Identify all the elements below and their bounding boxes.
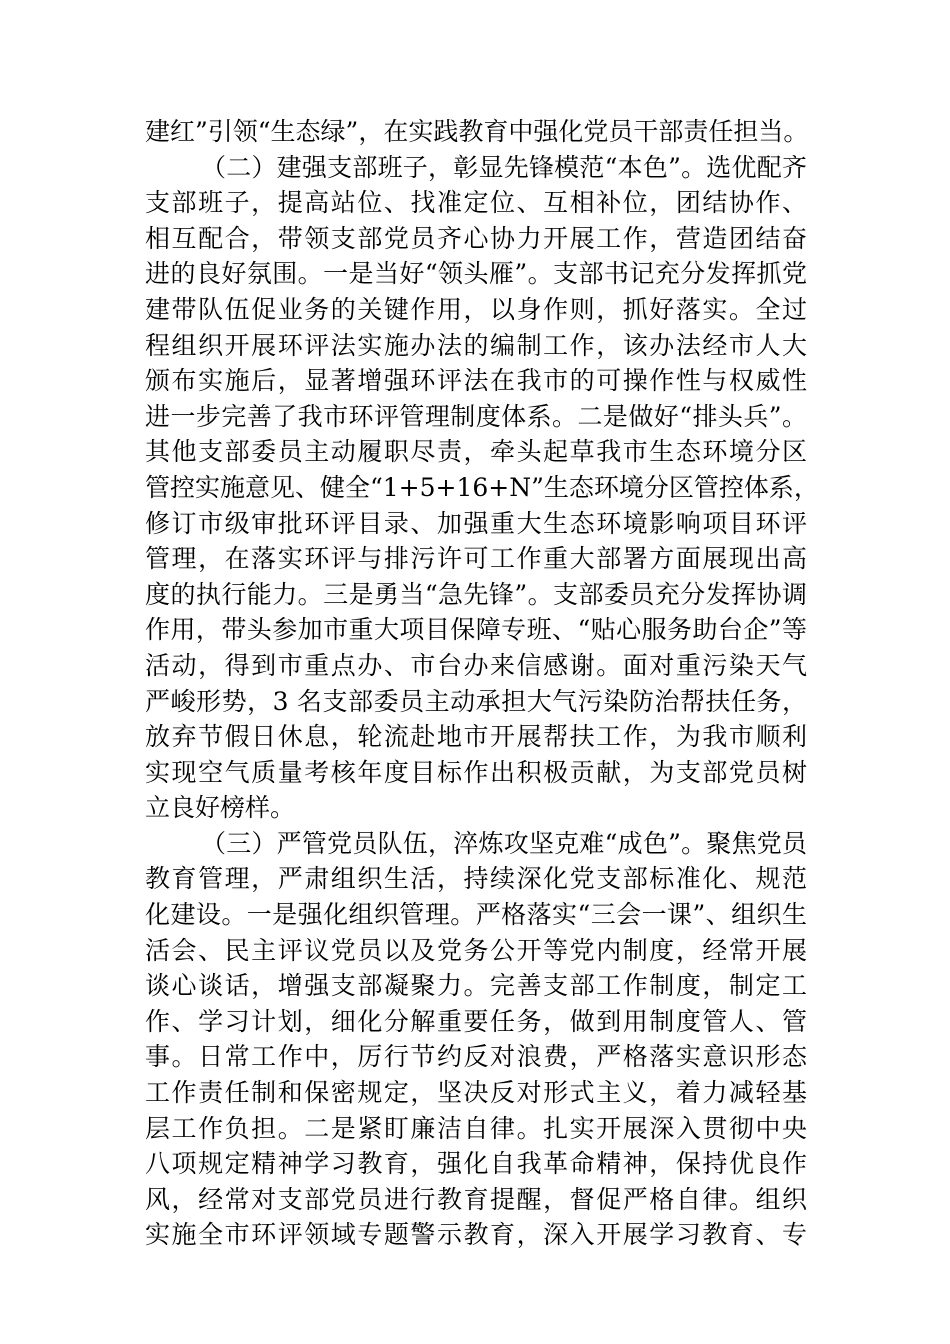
text-line: 管控实施意见、健全“1+5+16+N”生态环境分区管控体系， [145, 472, 819, 502]
body-text [145, 114, 819, 1253]
text-line: 度的执行能力。三是勇当“急先锋”。支部委员充分发挥协调 [145, 579, 807, 609]
text-line: 活动，得到市重点办、市台办来信感谢。面对重污染天气 [145, 650, 807, 680]
text-line: 层工作负担。二是紧盯廉洁自律。扎实开展深入贯彻中央 [145, 1113, 807, 1143]
text-line: 实施全市环评领域专题警示教育，深入开展学习教育、专 [145, 1220, 807, 1250]
text-line: 相互配合，带领支部党员齐心协力开展工作，营造团结奋 [145, 223, 807, 253]
text-line: 工作责任制和保密规定，坚决反对形式主义，着力减轻基 [145, 1078, 807, 1108]
text-line: 化建设。一是强化组织管理。严格落实“三会一课”、组织生 [145, 900, 807, 930]
text-line: 活会、民主评议党员以及党务公开等党内制度，经常开展 [145, 935, 807, 965]
text-line: 严峻形势，3 名支部委员主动承担大气污染防治帮扶任务， [145, 686, 807, 716]
text-line: 作用，带头参加市重大项目保障专班、“贴心服务助台企”等 [145, 615, 807, 645]
text-line: 管理，在落实环评与排污许可工作重大部署方面展现出高 [145, 544, 807, 574]
text-line: 修订市级审批环评目录、加强重大生态环境影响项目环评 [145, 508, 807, 538]
text-line: 作、学习计划，细化分解重要任务，做到用制度管人、管 [145, 1006, 807, 1036]
text-line: 颁布实施后，显著增强环评法在我市的可操作性与权威性 [145, 366, 807, 396]
text-line: 教育管理，严肃组织生活，持续深化党支部标准化、规范 [145, 864, 807, 894]
text-line: 实现空气质量考核年度目标作出积极贡献，为支部党员树 [145, 757, 807, 787]
text-line: （三）严管党员队伍，淬炼攻坚克难“成色”。聚焦党员 [201, 828, 807, 858]
text-line: 其他支部委员主动履职尽责，牵头起草我市生态环境分区 [145, 437, 807, 467]
text-line: 程组织开展环评法实施办法的编制工作，该办法经市人大 [145, 330, 807, 360]
text-line: 八项规定精神学习教育，强化自我革命精神，保持优良作 [145, 1149, 807, 1179]
text-line: 建带队伍促业务的关键作用，以身作则，抓好落实。全过 [145, 294, 807, 324]
text-line: 事。日常工作中，厉行节约反对浪费，严格落实意识形态 [145, 1042, 807, 1072]
text-line: 进一步完善了我市环评管理制度体系。二是做好“排头兵”。 [145, 401, 807, 431]
text-line: 进的良好氛围。一是当好“领头雁”。支部书记充分发挥抓党 [145, 259, 807, 289]
text-line: 谈心谈话，增强支部凝聚力。完善支部工作制度，制定工 [145, 971, 807, 1001]
text-line: 风，经常对支部党员进行教育提醒，督促严格自律。组织 [145, 1184, 807, 1214]
text-line: 放弃节假日休息，轮流赴地市开展帮扶工作，为我市顺利 [145, 722, 807, 752]
text-line: 支部班子，提高站位、找准定位、互相补位，团结协作、 [145, 188, 807, 218]
text-line: 建红”引领“生态绿”，在实践教育中强化党员干部责任担当。 [145, 117, 809, 146]
text-line: 立良好榜样。 [145, 793, 296, 823]
text-line: （二）建强支部班子，彰显先锋模范“本色”。选优配齐 [201, 152, 807, 182]
